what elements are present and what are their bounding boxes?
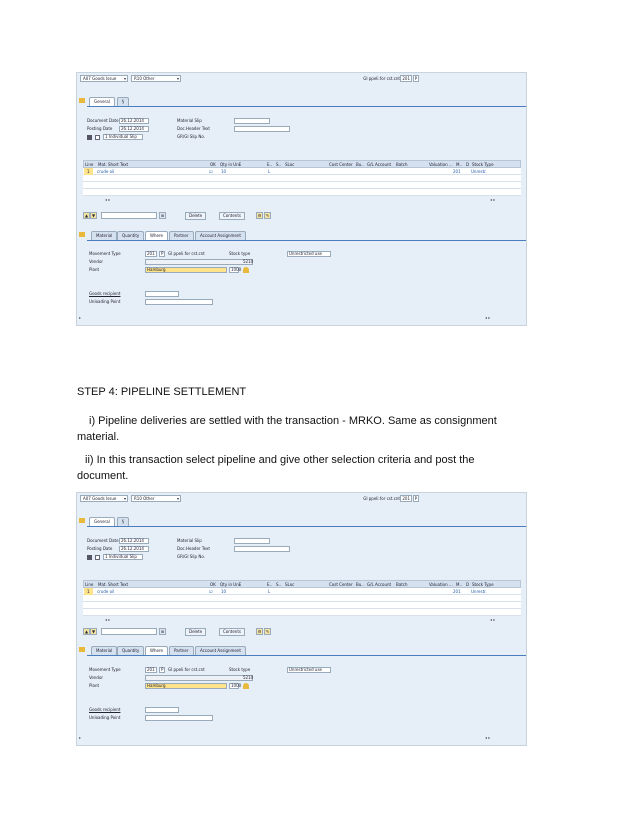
movement-type-ind[interactable]: P bbox=[161, 667, 164, 672]
col-ok: OK bbox=[210, 582, 216, 587]
delete-button[interactable]: Delete bbox=[185, 212, 206, 220]
grid-header bbox=[83, 580, 521, 588]
tab-partner[interactable]: Partner bbox=[169, 646, 194, 655]
table-row[interactable] bbox=[83, 595, 521, 602]
grid-scroll-left[interactable]: ◂ ▸ bbox=[105, 617, 111, 622]
col-sloc: SLoc bbox=[285, 162, 295, 167]
header-tabs bbox=[77, 516, 526, 526]
row-qty[interactable]: 10 bbox=[221, 169, 227, 174]
col-cost: Cost Center bbox=[329, 162, 353, 167]
goods-recipient-input[interactable] bbox=[145, 707, 179, 713]
unloading-input[interactable] bbox=[145, 715, 213, 721]
row-mtype[interactable]: 201 bbox=[453, 169, 461, 174]
col-e: E.. bbox=[267, 162, 273, 167]
print-icon[interactable] bbox=[87, 555, 92, 560]
tab-where[interactable]: Where bbox=[145, 231, 168, 240]
vendor-input[interactable] bbox=[145, 675, 253, 681]
posting-date-input[interactable]: 26.12.2014 bbox=[119, 126, 149, 132]
grid-scroll-right[interactable]: ◂ ▸ bbox=[490, 197, 496, 202]
grid-scroll-left[interactable]: ◂ ▸ bbox=[105, 197, 111, 202]
header-bar bbox=[77, 493, 526, 505]
col-qty: Qty in UnE bbox=[220, 162, 242, 167]
col-s: S.. bbox=[276, 582, 282, 587]
posting-date-label: Posting Date bbox=[87, 546, 113, 551]
stock-type-label: Stock type bbox=[229, 667, 251, 672]
tab-partner[interactable]: Partner bbox=[169, 231, 194, 240]
col-batch: Batch bbox=[396, 162, 408, 167]
table-row[interactable] bbox=[83, 168, 521, 175]
row-line[interactable]: 1 bbox=[84, 168, 93, 175]
grid-scroll-right[interactable]: ◂ ▸ bbox=[490, 617, 496, 622]
tab-quantity[interactable]: Quantity bbox=[117, 646, 144, 655]
select-icon[interactable]: ⊞ bbox=[160, 629, 165, 634]
tool-icon[interactable]: ⚙ bbox=[257, 213, 262, 218]
col-m: M.. bbox=[456, 162, 462, 167]
stock-type-label: Stock type bbox=[229, 251, 251, 256]
goods-recipient-label: Goods recipient bbox=[89, 707, 121, 712]
col-stock: Stock Type bbox=[472, 582, 494, 587]
movement-type-ind[interactable]: P bbox=[161, 251, 164, 256]
material-slip-label: Material Slip bbox=[177, 118, 202, 123]
ok-checkbox-icon[interactable]: ☑ bbox=[209, 169, 213, 174]
person-icon[interactable] bbox=[243, 267, 249, 273]
para2-line1: ii) In this transaction select pipeline and give other selection criteria and post the bbox=[85, 454, 475, 466]
tab-account-assignment[interactable]: Account Assignment bbox=[195, 646, 246, 655]
plant-code[interactable]: 1000 bbox=[231, 267, 242, 272]
tab-where[interactable]: Where bbox=[145, 646, 168, 655]
row-e[interactable]: L bbox=[268, 169, 271, 174]
stock-type-select[interactable]: Unrestricted use bbox=[287, 251, 331, 257]
movement-indicator-field[interactable]: P bbox=[414, 76, 417, 81]
doc-date-label: Document Date bbox=[87, 538, 119, 543]
tab-other[interactable]: § bbox=[117, 517, 129, 526]
chevron-down-icon: ▾ bbox=[176, 76, 179, 81]
posting-date-input[interactable]: 26.12.2014 bbox=[119, 546, 149, 552]
doc-date-input[interactable]: 26.12.2014 bbox=[119, 118, 149, 124]
slip-select[interactable]: 1 Individual Slip bbox=[103, 554, 143, 560]
movement-header-text: GI ppeli.for cst.cnt bbox=[363, 76, 400, 81]
table-row[interactable] bbox=[83, 175, 521, 182]
expand-icon[interactable] bbox=[79, 232, 85, 237]
doc-date-label: Document Date bbox=[87, 118, 119, 123]
item-search-input[interactable] bbox=[101, 628, 157, 635]
col-gl: G/L Account bbox=[367, 582, 392, 587]
expand-icon[interactable] bbox=[79, 518, 85, 523]
col-m: M.. bbox=[456, 582, 462, 587]
unloading-label: Unloading Point bbox=[89, 299, 121, 304]
posting-date-label: Posting Date bbox=[87, 126, 113, 131]
transaction-select[interactable]: A07 Goods Issue ▾ bbox=[80, 75, 128, 82]
gr-gi-label: GR/GI Slip No. bbox=[177, 134, 205, 139]
col-bu: Bu.. bbox=[356, 582, 364, 587]
slip-checkbox[interactable] bbox=[95, 135, 100, 140]
contents-button[interactable]: Contents bbox=[219, 628, 245, 636]
expand-icon[interactable] bbox=[79, 98, 85, 103]
col-s: S.. bbox=[276, 162, 282, 167]
col-e: E.. bbox=[267, 582, 273, 587]
material-slip-input[interactable] bbox=[234, 118, 270, 124]
col-valuation: Valuation ... bbox=[429, 582, 453, 587]
table-row[interactable] bbox=[83, 602, 521, 609]
movement-indicator-field[interactable]: P bbox=[414, 496, 417, 501]
movement-type-code[interactable]: 201 bbox=[145, 667, 157, 673]
unloading-label: Unloading Point bbox=[89, 715, 121, 720]
col-line: Line bbox=[85, 582, 94, 587]
row-stock[interactable]: Unrestr. bbox=[471, 169, 487, 174]
goods-recipient-label: Goods recipient bbox=[89, 291, 121, 296]
reference-select[interactable]: R10 Other ▾ bbox=[131, 495, 181, 502]
item-tabs bbox=[77, 230, 526, 240]
bottom-scroll-right[interactable]: ◂ ▸ bbox=[485, 315, 491, 320]
row-mtype[interactable]: 201 bbox=[453, 589, 461, 594]
tab-account-assignment[interactable]: Account Assignment bbox=[195, 231, 246, 240]
print-icon[interactable] bbox=[87, 135, 92, 140]
row-text[interactable]: crude oil bbox=[97, 169, 115, 174]
material-slip-input[interactable] bbox=[234, 538, 270, 544]
row-qty[interactable]: 10 bbox=[221, 589, 227, 594]
row-e[interactable]: L bbox=[268, 589, 271, 594]
select-icon[interactable]: ⊞ bbox=[160, 213, 165, 218]
bottom-scroll-right[interactable]: ◂ ▸ bbox=[485, 735, 491, 740]
plant-label: Plant bbox=[89, 267, 100, 272]
movement-type-label: Movement Type bbox=[89, 251, 121, 256]
tab-other[interactable]: § bbox=[117, 97, 129, 106]
table-row[interactable] bbox=[83, 609, 521, 616]
col-stock: Stock Type bbox=[472, 162, 494, 167]
tab-material[interactable]: Material bbox=[91, 646, 117, 655]
chevron-down-icon: ▾ bbox=[176, 496, 179, 501]
table-row[interactable] bbox=[83, 588, 521, 595]
tab-general[interactable]: General bbox=[89, 97, 115, 106]
movement-code-field[interactable]: 201 bbox=[402, 496, 410, 501]
vendor-label: Vendor bbox=[89, 259, 104, 264]
reference-select[interactable]: R10 Other ▾ bbox=[131, 75, 181, 82]
col-qty: Qty in UnE bbox=[220, 582, 242, 587]
doc-header-input[interactable] bbox=[234, 126, 290, 132]
plant-input[interactable]: Hamburg bbox=[145, 683, 227, 689]
item-search-input[interactable] bbox=[101, 212, 157, 219]
sap-screenshot-2 bbox=[76, 492, 527, 746]
items-grid bbox=[83, 160, 521, 210]
plant-code[interactable]: 1000 bbox=[231, 683, 242, 688]
tab-material[interactable]: Material bbox=[91, 231, 117, 240]
chevron-down-icon: ▾ bbox=[123, 496, 126, 501]
col-ok: OK bbox=[210, 162, 216, 167]
tab-quantity[interactable]: Quantity bbox=[117, 231, 144, 240]
doc-header-label: Doc.Header Text bbox=[177, 126, 210, 131]
bottom-scroll-left[interactable]: ▸ bbox=[79, 315, 82, 320]
vendor-input[interactable] bbox=[145, 259, 253, 265]
header-bar bbox=[77, 73, 526, 85]
row-line[interactable]: 1 bbox=[84, 588, 93, 595]
movement-type-code[interactable]: 201 bbox=[145, 251, 157, 257]
gr-gi-label: GR/GI Slip No. bbox=[177, 554, 205, 559]
tool-icon[interactable]: ⚙ bbox=[257, 629, 262, 634]
contents-button[interactable]: Contents bbox=[219, 212, 245, 220]
col-batch: Batch bbox=[396, 582, 408, 587]
col-d: D bbox=[466, 162, 470, 167]
person-icon[interactable] bbox=[243, 683, 249, 689]
vendor-label: Vendor bbox=[89, 675, 104, 680]
ok-checkbox-icon[interactable]: ☑ bbox=[209, 589, 213, 594]
transaction-select[interactable]: A07 Goods Issue ▾ bbox=[80, 495, 128, 502]
col-line: Line bbox=[85, 162, 94, 167]
plant-label: Plant bbox=[89, 683, 100, 688]
vendor-value: 5210 bbox=[243, 675, 254, 680]
stock-type-select[interactable]: Unrestricted use bbox=[287, 667, 331, 673]
doc-header-input[interactable] bbox=[234, 546, 290, 552]
para1-line1: i) Pipeline deliveries are settled with the transaction - MRKO. Same as consignment bbox=[89, 415, 497, 427]
movement-type-label: Movement Type bbox=[89, 667, 121, 672]
tool2-icon[interactable]: ✎ bbox=[265, 629, 270, 634]
row-stock[interactable]: Unrestr. bbox=[471, 589, 487, 594]
tool2-icon[interactable]: ✎ bbox=[265, 213, 270, 218]
movement-type-text: GI ppeli.for cst.cnt bbox=[168, 667, 205, 672]
step-heading: STEP 4: PIPELINE SETTLEMENT bbox=[77, 386, 247, 398]
col-d: D bbox=[466, 582, 470, 587]
move-up-icon[interactable]: ▲ bbox=[84, 629, 89, 634]
move-down-icon[interactable]: ▼ bbox=[91, 213, 96, 218]
bottom-scroll-left[interactable]: ▸ bbox=[79, 735, 82, 740]
tab-general[interactable]: General bbox=[89, 517, 115, 526]
item-tabs bbox=[77, 645, 526, 655]
material-slip-label: Material Slip bbox=[177, 538, 202, 543]
sap-screenshot-1 bbox=[76, 72, 527, 326]
plant-input[interactable]: Hamburg bbox=[145, 267, 227, 273]
doc-date-input[interactable]: 26.12.2014 bbox=[119, 538, 149, 544]
vendor-value: 5210 bbox=[243, 259, 254, 264]
expand-icon[interactable] bbox=[79, 647, 85, 652]
table-row[interactable] bbox=[83, 182, 521, 189]
para2-line2: document. bbox=[77, 470, 129, 482]
slip-select[interactable]: 1 Individual Slip bbox=[103, 134, 143, 140]
unloading-input[interactable] bbox=[145, 299, 213, 305]
doc-header-label: Doc.Header Text bbox=[177, 546, 210, 551]
slip-checkbox[interactable] bbox=[95, 555, 100, 560]
delete-button[interactable]: Delete bbox=[185, 628, 206, 636]
grid-header bbox=[83, 160, 521, 168]
move-down-icon[interactable]: ▼ bbox=[91, 629, 96, 634]
movement-header-text: GI ppeli.for cst.cnt bbox=[363, 496, 400, 501]
col-valuation: Valuation ... bbox=[429, 162, 453, 167]
row-text[interactable]: crude oil bbox=[97, 589, 115, 594]
col-text: Mat. Short Text bbox=[98, 162, 129, 167]
col-bu: Bu.. bbox=[356, 162, 364, 167]
goods-recipient-input[interactable] bbox=[145, 291, 179, 297]
para1-line2: material. bbox=[77, 431, 120, 443]
items-grid bbox=[83, 580, 521, 630]
col-text: Mat. Short Text bbox=[98, 582, 129, 587]
col-sloc: SLoc bbox=[285, 582, 295, 587]
col-gl: G/L Account bbox=[367, 162, 392, 167]
move-up-icon[interactable]: ▲ bbox=[84, 213, 89, 218]
movement-type-text: GI ppeli.for cst.cnt bbox=[168, 251, 205, 256]
chevron-down-icon: ▾ bbox=[123, 76, 126, 81]
table-row[interactable] bbox=[83, 189, 521, 196]
movement-code-field[interactable]: 201 bbox=[402, 76, 410, 81]
col-cost: Cost Center bbox=[329, 582, 353, 587]
header-tabs bbox=[77, 96, 526, 106]
